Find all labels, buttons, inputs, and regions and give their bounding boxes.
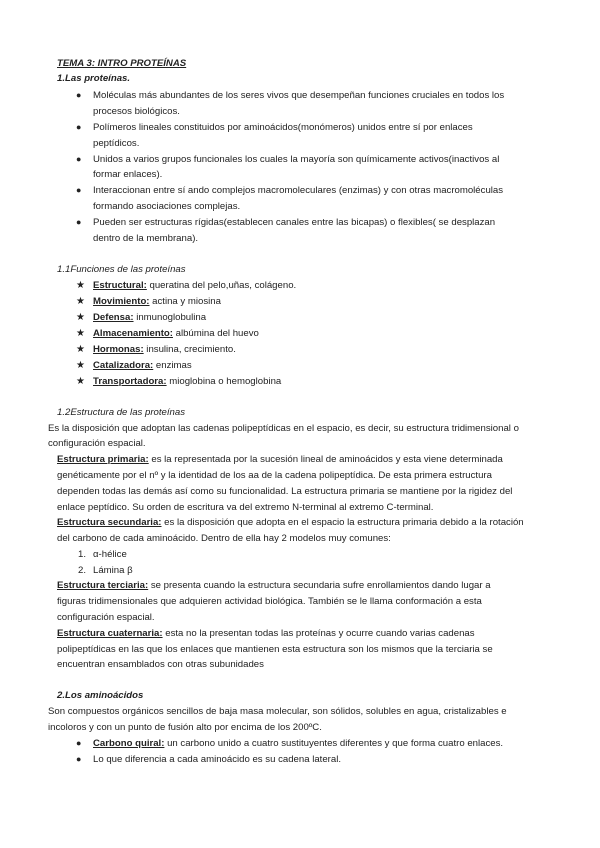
star-icon: ★ xyxy=(76,344,85,355)
bullet-icon: ● xyxy=(76,738,82,748)
primaria-line-1: Estructura primaria: es la representada por la sucesión lineal de aminoácidos y esta viene determinada xyxy=(57,454,503,465)
star-icon: ★ xyxy=(76,360,85,371)
primaria-line-3: dependen todas las demás así como su funcionalidad. La estructura primaria se mantiene por la rigidez del xyxy=(57,486,513,497)
s12-intro-line-1: Es la disposición que adoptan las cadenas polipeptídicas en el espacio, es decir, su estructura tridimensional o xyxy=(48,423,519,434)
terciaria-line-2: figuras tridimensionales que adquieren actividad biológica. También se le llama conformación a esta xyxy=(57,596,482,607)
star-icon: ★ xyxy=(76,280,85,291)
s1-bullet-1-line-1: Moléculas más abundantes de los seres vivos que desempeñan funciones cruciales en todos los xyxy=(93,90,505,101)
s1-bullet-5-line-2: dentro de la membrana). xyxy=(93,233,199,244)
cuaternaria-line-2: polipeptídicas en las que los enlaces que mantienen esta estructura son los mismos que la terciaria se xyxy=(57,644,493,655)
model-item: Lámina β xyxy=(93,565,133,576)
s2-bullet-1: Carbono quiral: un carbono unido a cuatro sustituyentes diferentes y que forma cuatro enlaces. xyxy=(93,738,504,749)
s1-bullet-3-line-2: formar enlaces). xyxy=(93,169,163,180)
section-heading-2: 2.Los aminoácidos xyxy=(57,690,144,701)
list-number: 1. xyxy=(78,549,87,560)
star-icon: ★ xyxy=(76,376,85,387)
cuaternaria-line-3: encuentran ensamblados con otras subunidades xyxy=(57,659,264,670)
primaria-line-4: enlace peptídico. Su orden de escritura va del extremo N-terminal al extremo C-terminal. xyxy=(57,502,434,513)
bullet-icon: ● xyxy=(76,185,82,195)
list-number: 2. xyxy=(78,565,87,576)
s1-bullet-5-line-1: Pueden ser estructuras rígidas(establecen canales entre las bicapas) o flexibles( se desplazan xyxy=(93,217,496,228)
model-item: α-hélice xyxy=(93,549,127,560)
s1-bullet-2-line-2: peptídicos. xyxy=(93,138,140,149)
section-heading-1-1: 1.1Funciones de las proteínas xyxy=(57,264,186,275)
secundaria-line-2: del carbono de cada aminoácido. Dentro de ella hay 2 modelos muy comunes: xyxy=(57,533,391,544)
function-item: Almacenamiento: albúmina del huevo xyxy=(93,328,259,339)
bullet-icon: ● xyxy=(76,217,82,227)
document-title: TEMA 3: INTRO PROTEÍNAS xyxy=(57,58,187,69)
bullet-icon: ● xyxy=(76,122,82,132)
section-heading-1-2: 1.2Estructura de las proteínas xyxy=(57,407,185,418)
bullet-icon: ● xyxy=(76,90,82,100)
function-item: Hormonas: insulina, crecimiento. xyxy=(93,344,236,355)
s1-bullet-4-line-2: formando asociaciones complejas. xyxy=(93,201,241,212)
s1-bullet-2-line-1: Polímeros lineales constituidos por aminoácidos(monómeros) unidos entre sí por enlaces xyxy=(93,122,473,133)
section-heading-1: 1.Las proteínas. xyxy=(57,73,131,84)
s1-bullet-3-line-1: Unidos a varios grupos funcionales los cuales la mayoría son químicamente activos(inactivos al xyxy=(93,154,500,165)
terciaria-line-1: Estructura terciaria: se presenta cuando la estructura secundaria sufre enrollamientos dando lugar a xyxy=(57,580,491,591)
secundaria-line-1: Estructura secundaria: es la disposición que adopta en el espacio la estructura primaria debido a la rotación xyxy=(57,517,524,528)
star-icon: ★ xyxy=(76,328,85,339)
s1-bullet-1-line-2: procesos biológicos. xyxy=(93,106,180,117)
s2-bullet-2: Lo que diferencia a cada aminoácido es su cadena lateral. xyxy=(93,754,342,765)
function-item: Estructural: queratina del pelo,uñas, colágeno. xyxy=(93,280,297,291)
s2-intro-line-1: Son compuestos orgánicos sencillos de baja masa molecular, son sólidos, solubles en agua, cristalizables e xyxy=(48,706,507,717)
bullet-icon: ● xyxy=(76,754,82,764)
cuaternaria-line-1: Estructura cuaternaria: esta no la presentan todas las proteínas y ocurre cuando varias cadenas xyxy=(57,628,475,639)
function-item: Defensa: inmunoglobulina xyxy=(93,312,207,323)
s2-intro-line-2: incoloros y con un punto de fusión alto por encima de los 200ºC. xyxy=(48,722,322,733)
function-item: Transportadora: mioglobina o hemoglobina xyxy=(93,376,282,387)
s1-bullet-4-line-1: Interaccionan entre sí ando complejos macromoleculares (enzimas) y con otras macromoléculas xyxy=(93,185,504,196)
star-icon: ★ xyxy=(76,296,85,307)
terciaria-line-3: configuración espacial. xyxy=(57,612,155,623)
function-item: Movimiento: actina y miosina xyxy=(93,296,221,307)
bullet-icon: ● xyxy=(76,154,82,164)
s12-intro-line-2: configuración espacial. xyxy=(48,438,146,449)
star-icon: ★ xyxy=(76,312,85,323)
primaria-line-2: genéticamente por el nº y la identidad de los aa de la cadena polipeptídica. De esta primera estructura xyxy=(57,470,492,481)
function-item: Catalizadora: enzimas xyxy=(93,360,192,371)
